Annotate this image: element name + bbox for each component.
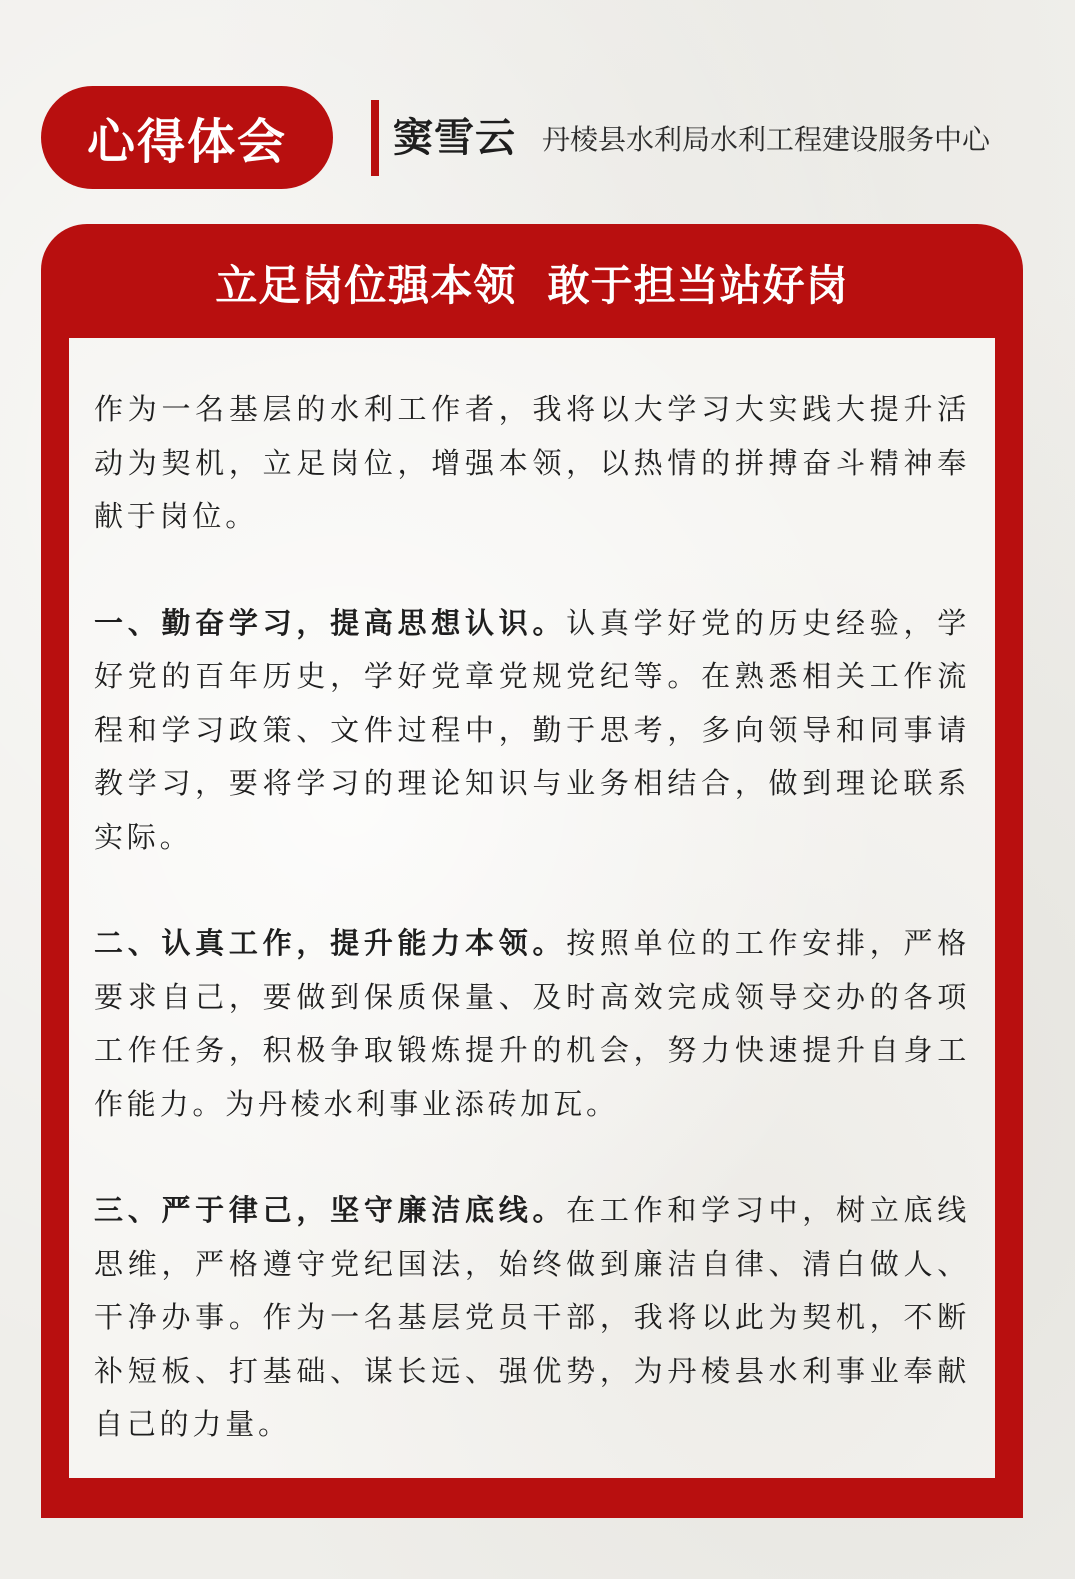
section-paragraph-2 (94, 917, 970, 1131)
section-heading-3: 三、严于律己，坚守廉洁底线。 (94, 1193, 567, 1227)
section-body-1: 认真学好党的历史经验，学好党的百年历史，学好党章党规党纪等。在熟悉相关工作流程和学习政策、文件过程中，勤于思考，多向领导和同事请教学习，要将学习的理论知识与业务相结合，做到理论联系实际。 (94, 605, 970, 854)
intro-paragraph: 作为一名基层的水利工作者，我将以大学习大实践大提升活动为契机，立足岗位，增强本领，以热情的拼搏奋斗精神奉献于岗位。 (94, 392, 970, 533)
section-body-3: 在工作和学习中，树立底线思维，严格遵守党纪国法，始终做到廉洁自律、清白做人、干净办事。作为一名基层党员干部，我将以此为契机，不断补短板、打基础、谋长远、强优势，为丹棱县水利事业奉献自己的力量。 (94, 1193, 970, 1441)
article-body (94, 383, 970, 1452)
section-body-2: 按照单位的工作安排，严格要求自己，要做到保质保量、及时高效完成领导交办的各项工作任务，积极争取锻炼提升的机会，努力快速提升自身工作能力。为丹棱水利事业添砖加瓦。 (94, 926, 970, 1121)
badge-label: 心得体会 (86, 114, 287, 170)
article-title: 立足岗位强本领 敢于担当站好岗 (215, 261, 849, 310)
section-paragraph-3 (94, 1184, 970, 1452)
section-paragraph-1 (94, 597, 970, 865)
author-name: 窦雪云 (393, 115, 516, 161)
article-card (41, 224, 1023, 1518)
section-heading-1: 一、勤奋学习，提高思想认识。 (94, 605, 567, 640)
article-content-panel (69, 338, 995, 1478)
author-divider-bar (371, 100, 379, 176)
author-organization: 丹棱县水利局水利工程建设服务中心 (542, 123, 991, 156)
header-badge (41, 86, 333, 189)
section-heading-2: 二、认真工作，提升能力本领。 (94, 926, 567, 960)
